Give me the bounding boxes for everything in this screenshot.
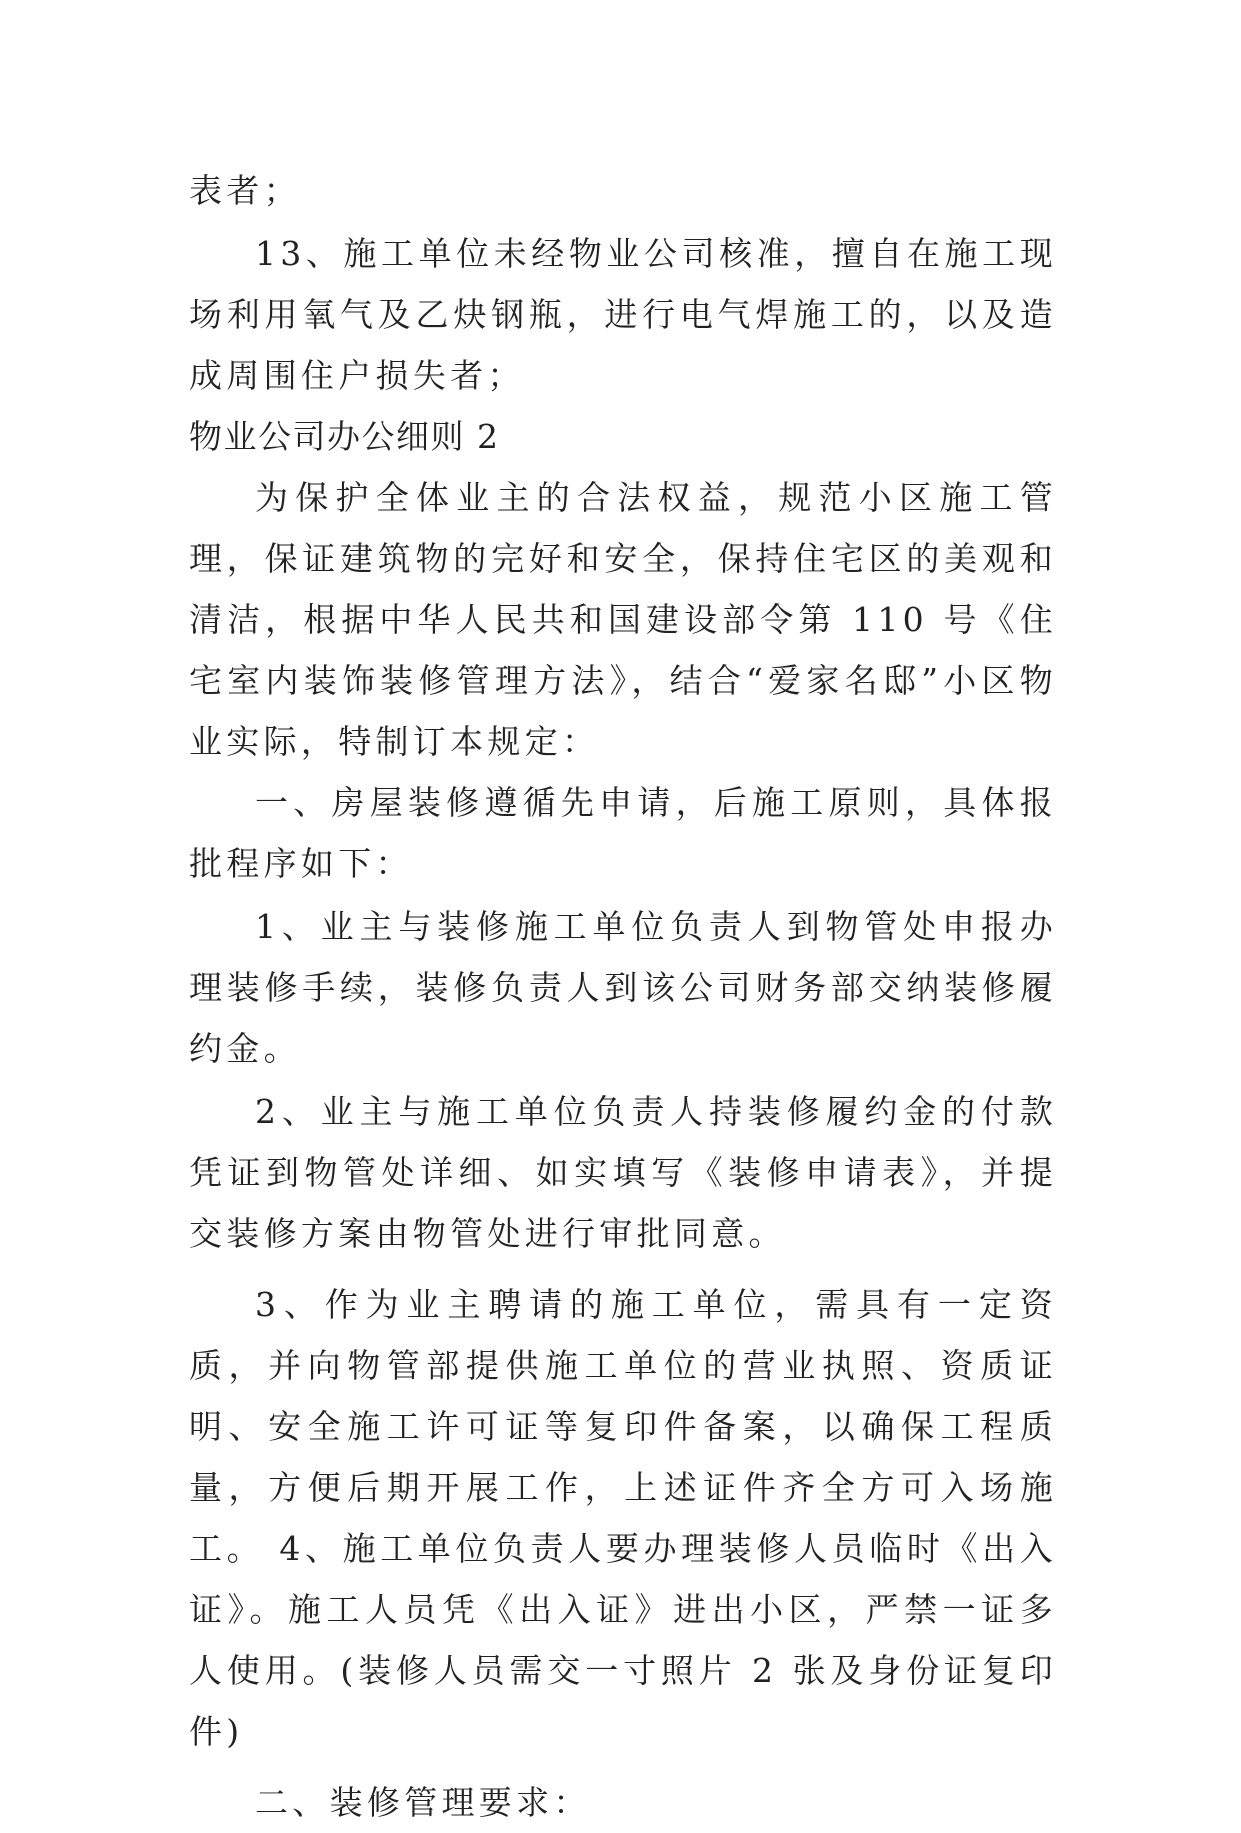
paragraph-item-1: 1、业主与装修施工单位负责人到物管处申报办理装修手续，装修负责人到该公司财务部交纳装修履约金。 <box>189 907 1057 1068</box>
paragraph-continuation: 表者； <box>189 171 301 210</box>
paragraph-item-13: 13、施工单位未经物业公司核准，擅自在施工现场利用氧气及乙炔钢瓶，进行电气焊施工的，以及造成周围住户损失者； <box>189 234 1057 395</box>
paragraph-item-3-4: 3、作为业主聘请的施工单位，需具有一定资质，并向物管部提供施工单位的营业执照、资质证明、安全施工许可证等复印件备案，以确保工程质量，方便后期开展工作，上述证件齐全方可入场施工。 4、施工单位负责人要办理装修人员临时《出入证》。施工人员凭《出入证》进出小区，严禁一证多人使用。(装修人员需交一寸照片 2 张及身份证复印件) <box>189 1285 1057 1751</box>
paragraph-item-2: 2、业主与施工单位负责人持装修履约金的付款凭证到物管处详细、如实填写《装修申请表》，并提交装修方案由物管处进行审批同意。 <box>189 1092 1057 1253</box>
section-heading: 物业公司办公细则 2 <box>189 417 500 456</box>
document-body <box>189 160 1057 1833</box>
paragraph-section-one: 一、房屋装修遵循先申请，后施工原则，具体报批程序如下： <box>189 783 1057 883</box>
paragraph-section-two: 二、装修管理要求： <box>255 1783 591 1822</box>
paragraph-intro: 为保护全体业主的合法权益，规范小区施工管理，保证建筑物的完好和安全，保持住宅区的美观和清洁，根据中华人民共和国建设部令第 110 号《住宅室内装饰装修管理方法》，结合“爱家名邸”小区物业实际，特制订本规定： <box>189 478 1057 761</box>
